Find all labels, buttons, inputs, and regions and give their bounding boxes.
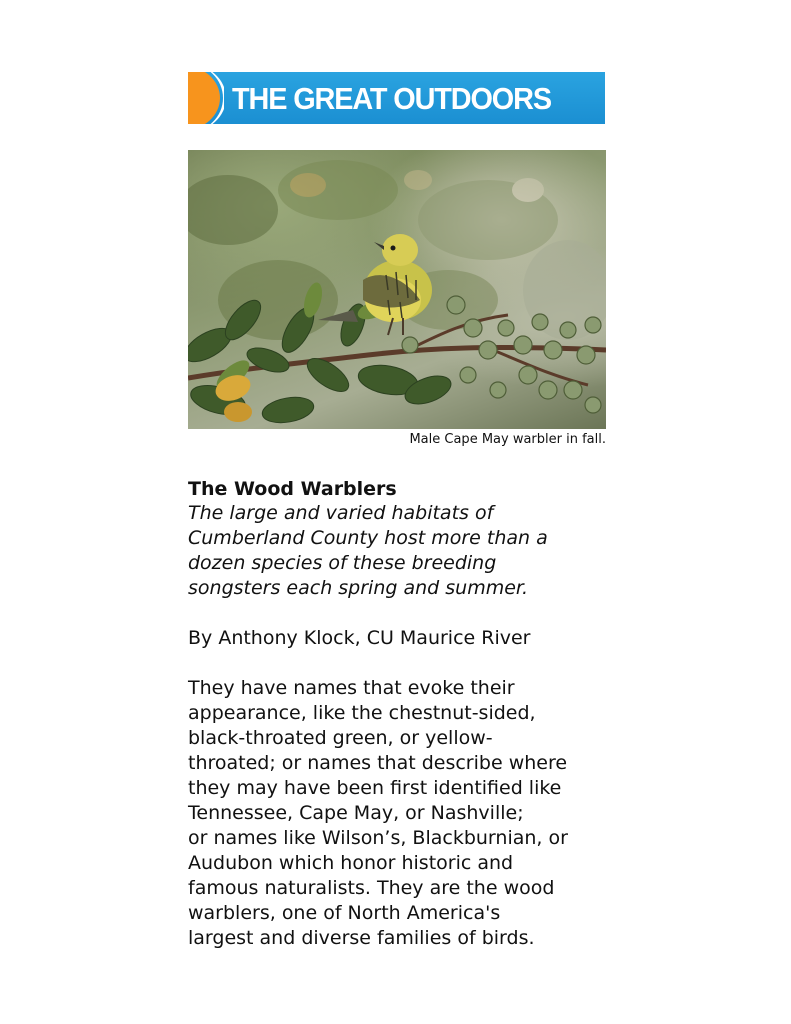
body-line: they may have been first identified like <box>188 777 562 799</box>
deck-line: dozen species of these breeding <box>188 552 497 574</box>
photo-caption: Male Cape May warbler in fall. <box>409 432 606 447</box>
article <box>188 72 608 951</box>
deck-line: The large and varied habitats of <box>188 502 494 524</box>
article-headline: The Wood Warblers <box>188 478 397 500</box>
warbler-photo <box>188 150 606 429</box>
body-line: They have names that evoke their <box>188 677 515 699</box>
body-line: Audubon which honor historic and <box>188 852 514 874</box>
section-banner <box>188 72 605 124</box>
body-line: warblers, one of North America's <box>188 902 501 924</box>
body-line: appearance, like the chestnut-sided, <box>188 702 536 724</box>
body-line: black-throated green, or yellow- <box>188 727 493 749</box>
article-deck <box>188 501 608 601</box>
body-line: Tennessee, Cape May, or Nashville; <box>188 802 524 824</box>
warbler-photo-illustration <box>188 150 606 429</box>
body-line: or names like Wilson’s, Blackburnian, or <box>188 827 568 849</box>
banner-title: THE GREAT OUTDOORS <box>232 81 551 116</box>
article-byline: By Anthony Klock, CU Maurice River <box>188 627 531 649</box>
banner-accent-shape <box>188 72 224 124</box>
body-line: throated; or names that describe where <box>188 752 568 774</box>
article-body <box>188 676 613 951</box>
body-line: famous naturalists. They are the wood <box>188 877 555 899</box>
deck-line: songsters each spring and summer. <box>188 577 529 599</box>
body-line: largest and diverse families of birds. <box>188 927 535 949</box>
deck-line: Cumberland County host more than a <box>188 527 548 549</box>
